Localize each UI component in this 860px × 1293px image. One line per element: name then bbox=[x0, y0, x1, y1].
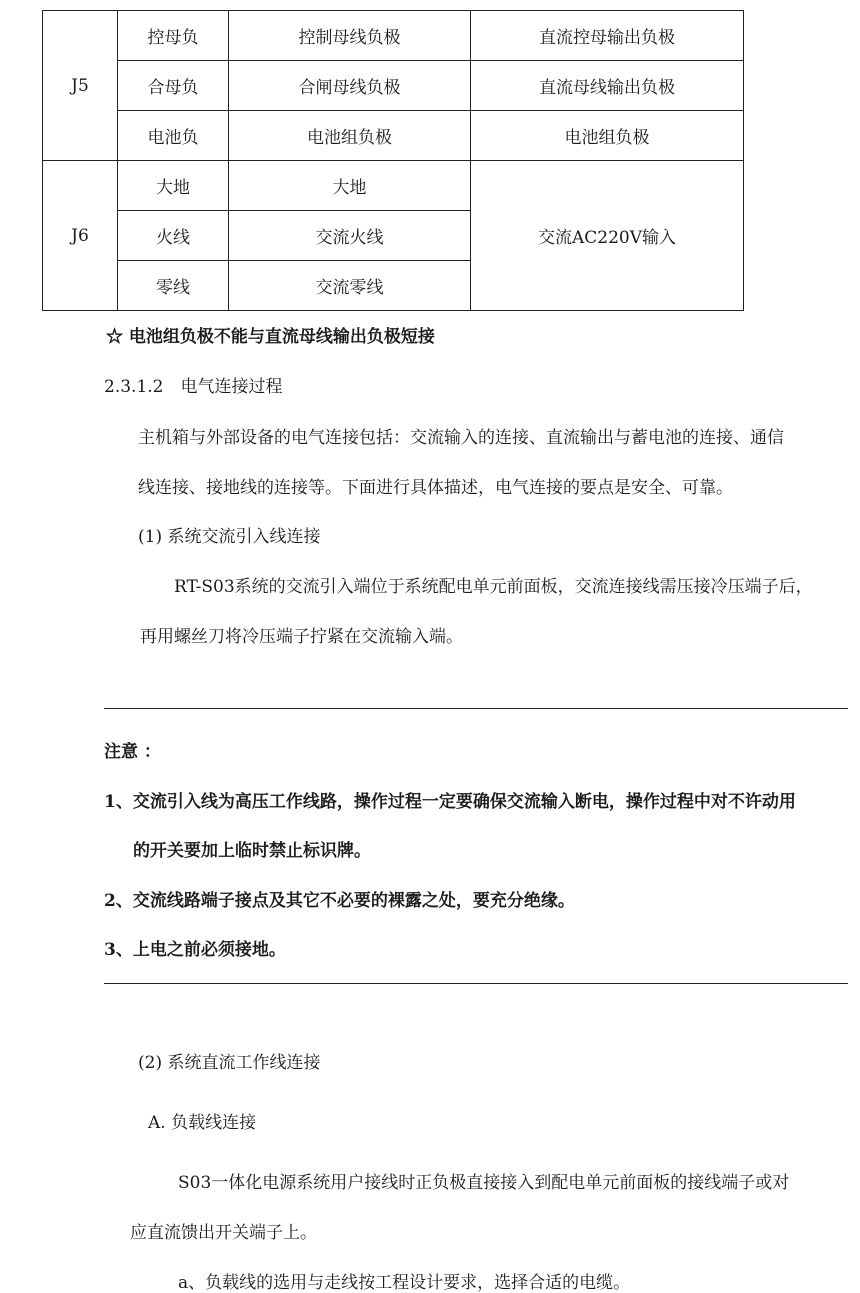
notice-item: 的开关要加上临时禁止标识牌。 bbox=[133, 841, 371, 861]
name-cell: 合闸母线负极 bbox=[229, 61, 471, 111]
table-row bbox=[43, 61, 744, 111]
notice-bottom-rule bbox=[104, 983, 848, 984]
sub-subtitle: A. 负载线连接 bbox=[148, 1113, 257, 1133]
description-cell: 电池组负极 bbox=[471, 111, 744, 161]
paragraph-line: RT-S03系统的交流引入端位于系统配电单元前面板，交流连接线需压接冷压端子后， bbox=[174, 577, 813, 597]
name-cell: 电池组负极 bbox=[229, 111, 471, 161]
signal-cell: 火线 bbox=[118, 211, 229, 261]
sub-title: (2) 系统直流工作线连接 bbox=[138, 1053, 321, 1073]
description-cell: 直流控母输出负极 bbox=[471, 11, 744, 61]
table-row bbox=[43, 111, 744, 161]
merged-description-cell: 交流AC220V输入 bbox=[471, 161, 744, 311]
paragraph-line: 应直流馈出开关端子上。 bbox=[130, 1223, 317, 1243]
group-id-cell: J6 bbox=[43, 161, 118, 311]
intro-line: 主机箱与外部设备的电气连接包括：交流输入的连接、直流输出与蓄电池的连接、通信 bbox=[138, 428, 784, 448]
signal-cell: 合母负 bbox=[118, 61, 229, 111]
table-row bbox=[43, 161, 744, 211]
intro-line: 线连接、接地线的连接等。下面进行具体描述，电气连接的要点是安全、可靠。 bbox=[138, 478, 733, 498]
paragraph-line: 再用螺丝刀将冷压端子拧紧在交流输入端。 bbox=[140, 627, 463, 647]
section-heading: 2.3.1.2 电气连接过程 bbox=[104, 377, 283, 397]
notice-top-rule bbox=[104, 708, 848, 709]
description-cell: 直流母线输出负极 bbox=[471, 61, 744, 111]
group-id-cell: J5 bbox=[43, 11, 118, 161]
sub-title: (1) 系统交流引入线连接 bbox=[138, 527, 321, 547]
name-cell: 交流火线 bbox=[229, 211, 471, 261]
signal-cell: 电池负 bbox=[118, 111, 229, 161]
notice-item: 2、交流线路端子接点及其它不必要的裸露之处，要充分绝缘。 bbox=[104, 891, 575, 911]
name-cell: 控制母线负极 bbox=[229, 11, 471, 61]
list-item: a、负载线的选用与走线按工程设计要求，选择合适的电缆。 bbox=[178, 1273, 631, 1293]
signal-cell: 大地 bbox=[118, 161, 229, 211]
notice-item: 3、上电之前必须接地。 bbox=[104, 940, 286, 960]
warning-line: ☆ 电池组负极不能与直流母线输出负极短接 bbox=[106, 327, 435, 347]
notice-item: 1、交流引入线为高压工作线路，操作过程一定要确保交流输入断电，操作过程中对不许动用 bbox=[104, 792, 796, 812]
table-row bbox=[43, 11, 744, 61]
terminal-table bbox=[42, 10, 744, 311]
paragraph-line: S03一体化电源系统用户接线时正负极直接接入到配电单元前面板的接线端子或对 bbox=[178, 1173, 790, 1193]
signal-cell: 控母负 bbox=[118, 11, 229, 61]
signal-cell: 零线 bbox=[118, 261, 229, 311]
name-cell: 大地 bbox=[229, 161, 471, 211]
notice-title: 注意 ： bbox=[104, 742, 161, 762]
name-cell: 交流零线 bbox=[229, 261, 471, 311]
